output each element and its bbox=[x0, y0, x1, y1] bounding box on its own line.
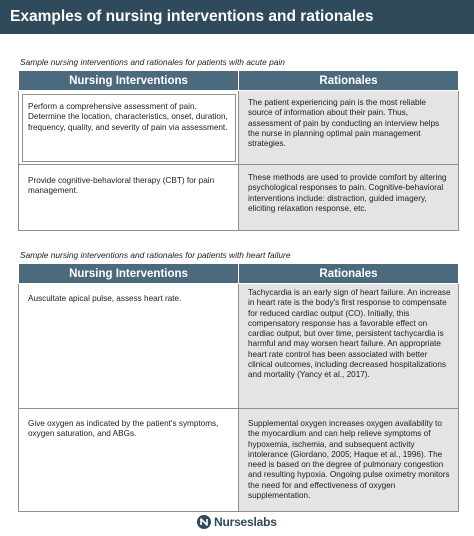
table-row bbox=[19, 165, 459, 231]
nurseslabs-logo-icon bbox=[197, 515, 211, 529]
intervention-cell: Perform a comprehensive assessment of pain. Determine the location, characteristics, onset, duration, frequency, quality, and severity of pain via assessment. bbox=[19, 91, 239, 165]
acute-col-interventions-header: Nursing Interventions bbox=[19, 71, 239, 91]
table-row bbox=[19, 91, 459, 165]
intervention-cell: Provide cognitive-behavioral therapy (CBT) for pain management. bbox=[19, 165, 239, 231]
table-row bbox=[19, 284, 459, 409]
table-row bbox=[19, 409, 459, 512]
page-title: Examples of nursing interventions and rationales bbox=[0, 0, 474, 34]
heart-col-interventions-header: Nursing Interventions bbox=[19, 264, 239, 284]
rationale-cell: These methods are used to provide comfort by altering psychological responses to pain. Cognitive-behavioral interventions include: distraction, guided imagery, eliciting relaxation response, etc. bbox=[239, 165, 459, 231]
heart-col-rationales-header: Rationales bbox=[239, 264, 459, 284]
rationale-cell: Tachycardia is an early sign of heart failure. An increase in heart rate is the body's first response to compensate for reduced cardiac output (CO). Initially, this compensatory response has a favorable effect on cardiac output, but over time, persistent tachycardia is harmful and may worsen heart failure. An appropriate heart rate control has been associated with better clinical outcomes, including decreased hospitalizations and mortality (Yancy et al., 2017). bbox=[239, 284, 459, 409]
intervention-cell: Auscultate apical pulse, assess heart rate. bbox=[19, 284, 239, 409]
acute-pain-caption: Sample nursing interventions and rationales for patients with acute pain bbox=[20, 57, 285, 67]
logo-text: Nurseslabs bbox=[214, 514, 277, 529]
acute-pain-table bbox=[18, 70, 459, 231]
heart-failure-caption: Sample nursing interventions and rationales for patients with heart failure bbox=[20, 250, 291, 260]
rationale-cell: Supplemental oxygen increases oxygen availability to the myocardium and can help relieve symptoms of hypoxemia, ischemia, and subsequent activity intolerance (Giordano, 2005; Haque et al., 1996). The need is based on the degree of pulmonary congestion and resulting hypoxia. Ongoing pulse oximetry monitors the need for and effectiveness of oxygen supplementation. bbox=[239, 409, 459, 512]
intervention-cell: Give oxygen as indicated by the patient's symptoms, oxygen saturation, and ABGs. bbox=[19, 409, 239, 512]
heart-failure-table bbox=[18, 263, 459, 512]
rationale-cell: The patient experiencing pain is the most reliable source of information about their pain. Thus, assessment of pain by conducting an interview helps the nurse in planning optimal pain management strategies. bbox=[239, 91, 459, 165]
acute-col-rationales-header: Rationales bbox=[239, 71, 459, 91]
nurseslabs-logo bbox=[197, 512, 277, 531]
